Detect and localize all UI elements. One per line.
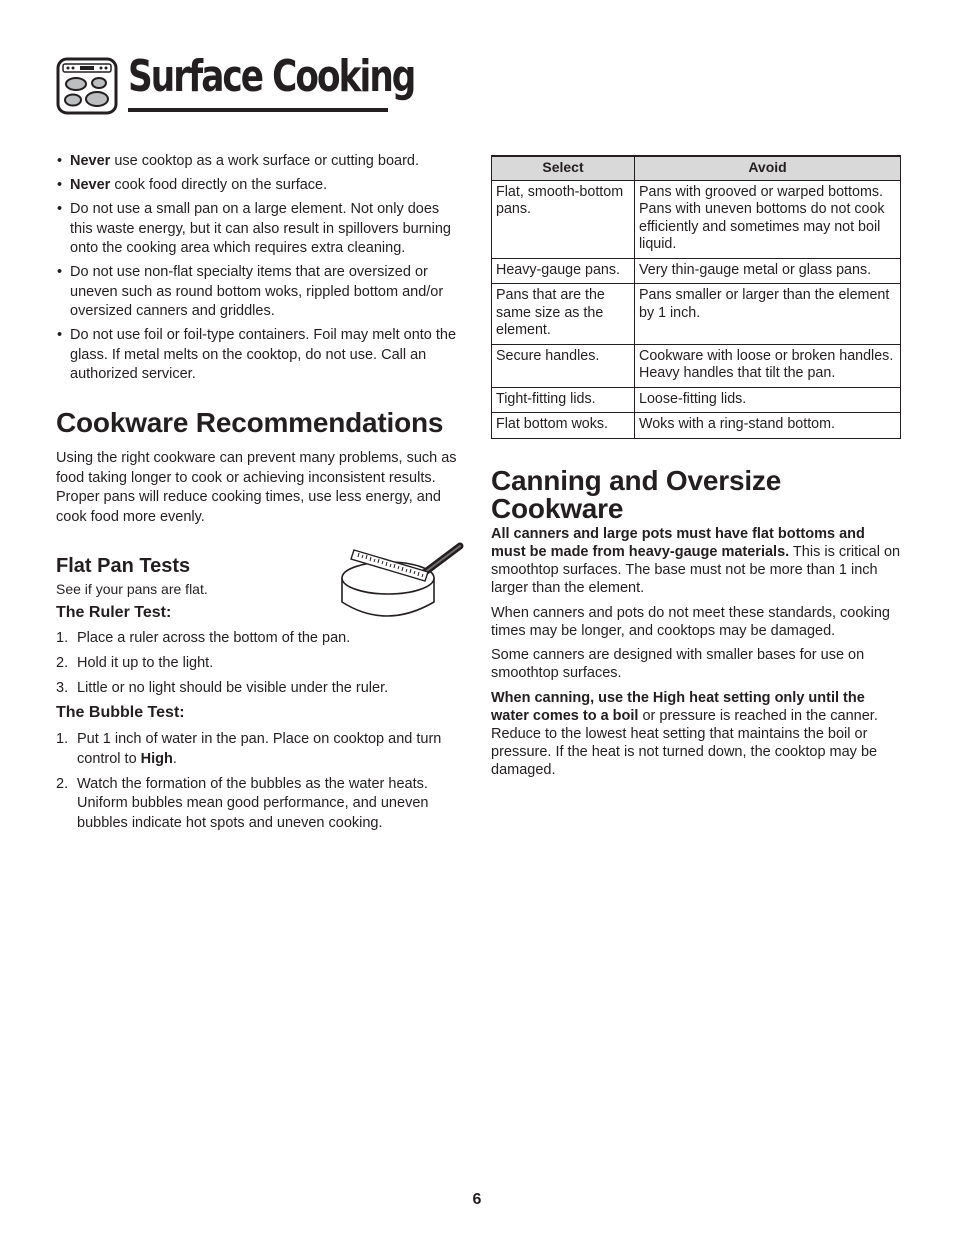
warning-item: • Do not use foil or foil-type containers. Foil may melt onto the glass. If metal melts on the cooktop, do not use. Call an authorized servicer. bbox=[56, 326, 464, 385]
cookware-intro: Using the right cookware can prevent many problems, such as food taking longer to cook or achieving inconsistent results. Proper pans will reduce cooking times, use less energy, and cook food more evenly. bbox=[56, 450, 457, 525]
table-header-row bbox=[492, 156, 901, 180]
cookware-table bbox=[491, 155, 901, 439]
warning-item: • Do not use a small pan on a large element. Not only does this waste energy, but it can also result in spillovers burning onto the cooking area which requires extra cleaning. bbox=[56, 200, 464, 259]
canning-paragraph: When canners and pots do not meet these standards, cooking times may be longer, and cooktops may be damaged. bbox=[491, 605, 890, 639]
warning-item: • Do not use non-flat specialty items that are oversized or uneven such as round bottom woks, rippled bottom and/or oversized canners and griddles. bbox=[56, 263, 464, 322]
warning-item: • Never cook food directly on the surface. bbox=[56, 176, 464, 196]
table-cell: Woks with a ring-stand bottom. bbox=[635, 413, 901, 439]
list-item: 2. Watch the formation of the bubbles as the water heats. Uniform bubbles mean good performance, and uneven bubbles indicate hot spots and uneven cooking. bbox=[56, 775, 429, 831]
canning-paragraph: Some canners are designed with smaller bases for use on smoothtop surfaces. bbox=[491, 647, 865, 681]
cookware-heading: Cookware Recommendations bbox=[56, 407, 444, 438]
table-cell: Pans with grooved or warped bottoms. Pans with uneven bottoms do not cook efficiently and sometimes may not boil liquid. bbox=[635, 180, 901, 258]
table-row bbox=[492, 180, 901, 258]
table-row bbox=[492, 258, 901, 284]
table-row bbox=[492, 387, 901, 413]
column-header-avoid: Avoid bbox=[635, 156, 901, 180]
warning-list bbox=[56, 152, 464, 389]
flat-pan-heading: Flat Pan Tests bbox=[56, 555, 191, 577]
list-item: 1. Place a ruler across the bottom of the pan. bbox=[56, 630, 351, 646]
table-cell: Loose-fitting lids. bbox=[635, 387, 901, 413]
canning-heading: Canning and Oversize Cookware bbox=[491, 465, 782, 524]
table-cell: Heavy-gauge pans. bbox=[492, 258, 635, 284]
table-row bbox=[492, 344, 901, 387]
canning-paragraph: When canning, use the High heat setting only until the water comes to a boil or pressure is reached in the canner. Reduce to the lowest heat setting that maintains the boil or pressure. If the heat is not turned down, the cooktop may be damaged. bbox=[491, 690, 878, 778]
list-item: 3. Little or no light should be visible under the ruler. bbox=[56, 680, 389, 696]
warning-item: • Never use cooktop as a work surface or cutting board. bbox=[56, 152, 464, 172]
canning-paragraph: All canners and large pots must have flat bottoms and must be made from heavy-gauge materials. This is critical on smoothtop surfaces. The base must not be more than 1 inch larger than the element. bbox=[491, 526, 901, 596]
flat-pan-subtitle: See if your pans are flat. bbox=[56, 581, 208, 597]
table-cell: Flat, smooth-bottom pans. bbox=[492, 180, 635, 258]
page-number: 6 bbox=[472, 1191, 482, 1208]
ruler-test-heading: The Ruler Test: bbox=[56, 604, 172, 621]
table-cell: Pans smaller or larger than the element by 1 inch. bbox=[635, 284, 901, 345]
list-item: 1. Put 1 inch of water in the pan. Place on cooktop and turn control to High. bbox=[56, 731, 442, 767]
table-cell: Very thin-gauge metal or glass pans. bbox=[635, 258, 901, 284]
column-header-select: Select bbox=[492, 156, 635, 180]
table-row bbox=[492, 284, 901, 345]
table-cell: Tight-fitting lids. bbox=[492, 387, 635, 413]
bubble-test-heading: The Bubble Test: bbox=[56, 704, 185, 721]
ruler-test-steps bbox=[56, 629, 464, 704]
table-cell: Secure handles. bbox=[492, 344, 635, 387]
table-cell: Flat bottom woks. bbox=[492, 413, 635, 439]
cooktop-icon bbox=[55, 56, 119, 116]
list-item: 2. Hold it up to the light. bbox=[56, 655, 214, 671]
table-cell: Cookware with loose or broken handles. Heavy handles that tilt the pan. bbox=[635, 344, 901, 387]
page-title: Surface Cooking bbox=[128, 51, 415, 102]
bubble-test-steps bbox=[56, 730, 464, 839]
title-underline bbox=[128, 108, 388, 112]
table-cell: Pans that are the same size as the element. bbox=[492, 284, 635, 345]
table-row bbox=[492, 413, 901, 439]
